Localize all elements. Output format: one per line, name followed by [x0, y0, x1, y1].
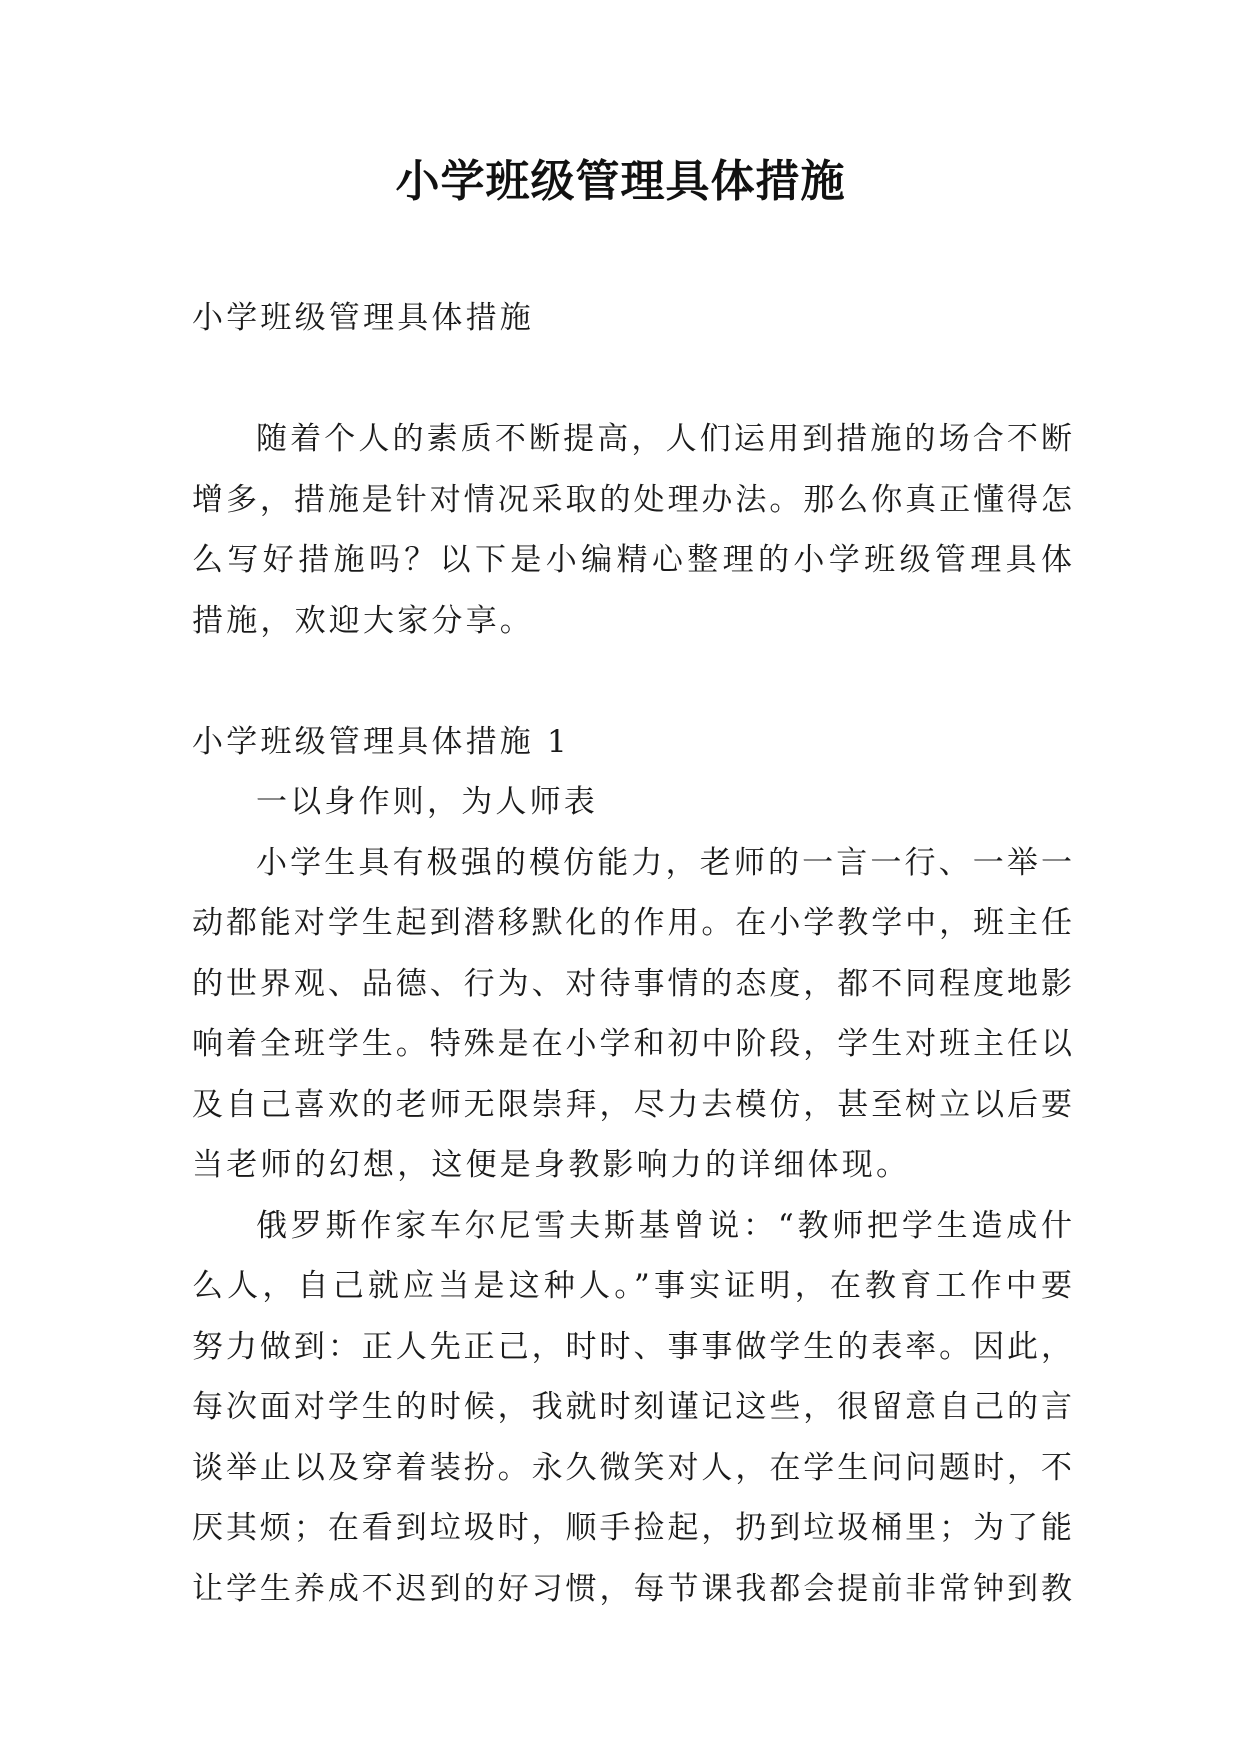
subtitle: 小学班级管理具体措施	[192, 300, 534, 336]
paragraph-line: 的世界观、品德、行为、对待事情的态度，都不同程度地影	[192, 965, 1072, 1002]
intro-line: 措施，欢迎大家分享。	[192, 602, 534, 639]
document-body	[192, 288, 1072, 1619]
paragraph-line: 小学生具有极强的模仿能力，老师的一言一行、一举一	[256, 844, 1072, 881]
paragraph-line: 及自己喜欢的老师无限崇拜，尽力去模仿，甚至树立以后要	[192, 1086, 1072, 1123]
paragraph-line: 么人，自己就应当是这种人。”事实证明，在教育工作中要	[192, 1268, 1072, 1304]
paragraph-line: 响着全班学生。特殊是在小学和初中阶段，学生对班主任以	[192, 1026, 1072, 1062]
paragraph-line: 厌其烦；在看到垃圾时，顺手捡起，扔到垃圾桶里；为了能	[192, 1510, 1072, 1546]
document-title: 小学班级管理具体措施	[395, 156, 846, 207]
paragraph-line: 努力做到：正人先正己，时时、事事做学生的表率。因此，	[192, 1328, 1072, 1365]
intro-line: 增多，措施是针对情况采取的处理办法。那么你真正懂得怎	[192, 481, 1072, 518]
spacer	[192, 651, 1072, 712]
intro-line: 么写好措施吗？以下是小编精心整理的小学班级管理具体	[192, 542, 1072, 578]
section-heading: 小学班级管理具体措施 1	[192, 723, 570, 760]
paragraph-line: 让学生养成不迟到的好习惯，每节课我都会提前非常钟到教	[192, 1570, 1072, 1607]
paragraph-line: 每次面对学生的时候，我就时刻谨记这些，很留意自己的言	[192, 1389, 1072, 1425]
spacer	[192, 349, 1072, 410]
paragraph-line: 当老师的幻想，这便是身教影响力的详细体现。	[192, 1147, 911, 1183]
intro-line: 随着个人的素质不断提高，人们运用到措施的场合不断	[256, 421, 1072, 457]
paragraph-line: 谈举止以及穿着装扮。永久微笑对人，在学生问问题时，不	[192, 1449, 1072, 1486]
paragraph-line: 俄罗斯作家车尔尼雪夫斯基曾说：“教师把学生造成什	[256, 1207, 1072, 1244]
paragraph-line: 动都能对学生起到潜移默化的作用。在小学教学中，班主任	[192, 905, 1072, 941]
section-subheading: 一以身作则，为人师表	[256, 784, 598, 820]
